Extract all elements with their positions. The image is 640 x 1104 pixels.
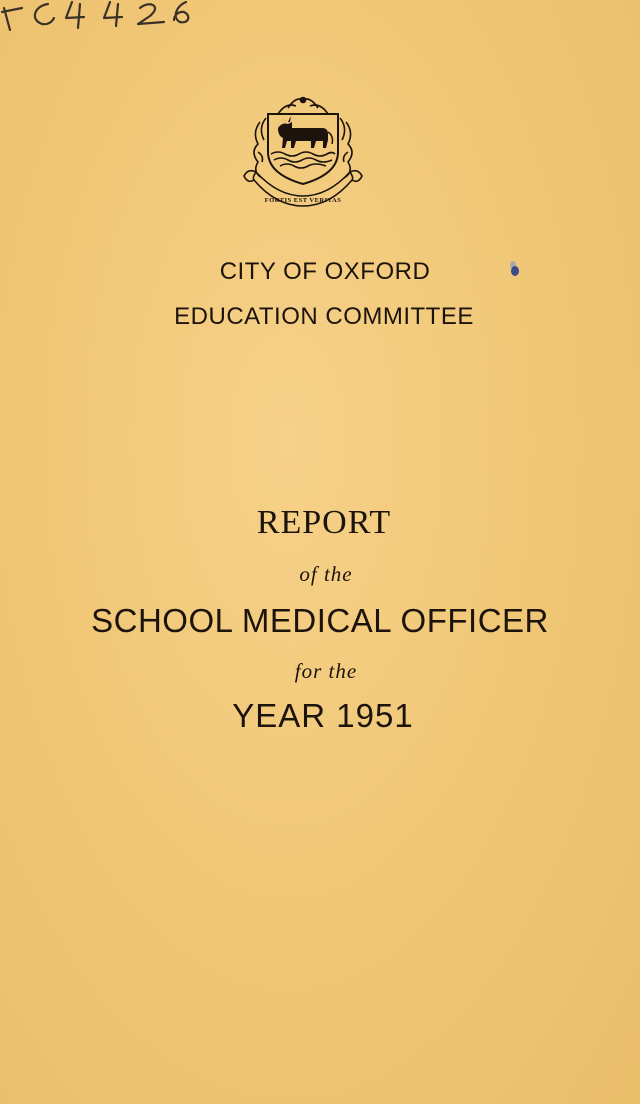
report-year: YEAR 1951: [232, 697, 414, 734]
crest-motto: FORTIS EST VERITAS: [264, 197, 342, 204]
committee-heading: EDUCATION COMMITTEE: [174, 303, 474, 330]
handwritten-catalogue-note: [0, 0, 200, 40]
oxford-crest-emblem: [238, 92, 368, 214]
report-title: REPORT: [256, 504, 392, 541]
city-heading: CITY OF OXFORD: [219, 258, 431, 285]
for-the-connector: for the: [294, 659, 358, 683]
officer-title: SCHOOL MEDICAL OFFICER: [91, 602, 549, 639]
of-the-connector: of the: [299, 562, 353, 586]
